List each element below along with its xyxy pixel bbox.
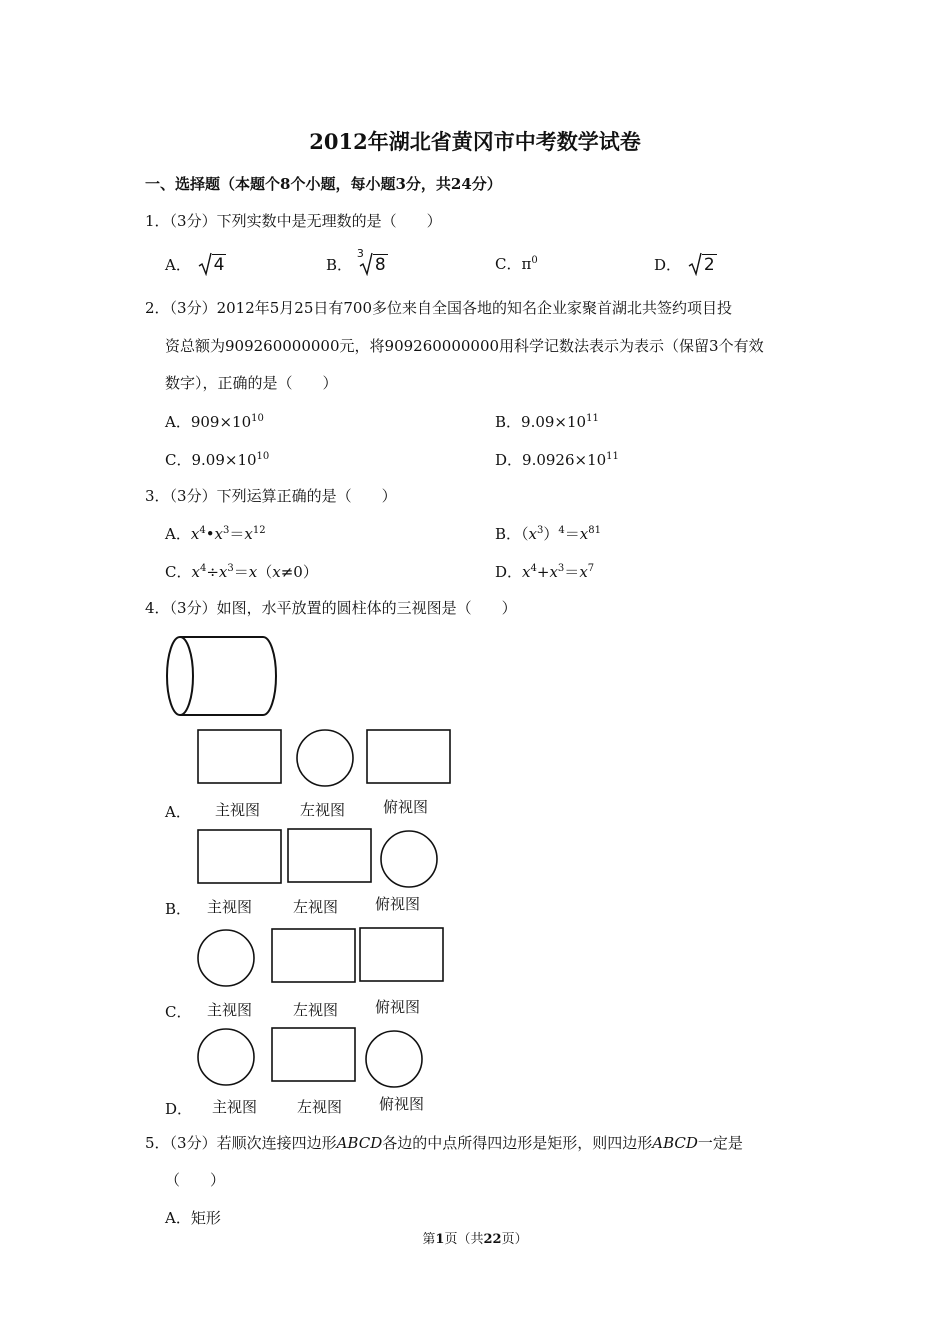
q2-line3: 数字），正确的是（ ）	[165, 374, 338, 392]
option-d-top-label: 俯视图	[379, 1095, 425, 1113]
option-d-left-label: 左视图	[297, 1098, 343, 1116]
q5-stem-post: 一定是	[697, 1134, 743, 1152]
page-title: 2012年湖北省黄冈市中考数学试卷	[309, 129, 641, 154]
q5-paren: （ ）	[165, 1171, 226, 1189]
q5-abcd-2: ABCD	[652, 1134, 698, 1152]
option-a-left-label: 左视图	[300, 801, 346, 819]
option-c-left-view-rect	[271, 928, 357, 984]
q1-b-radicand: 8	[374, 255, 386, 275]
q1-option-b	[326, 247, 388, 275]
q3-a-prefix: A．	[165, 525, 191, 543]
q1-option-c	[495, 254, 538, 274]
q5-stem-mid: 各边的中点所得四边形是矩形，则四边形	[382, 1134, 653, 1152]
option-c-main-label: 主视图	[207, 1001, 253, 1019]
q2-d-text: D．9.0926×10	[495, 451, 607, 469]
option-a-top-view-rect	[366, 729, 452, 785]
q1-c-exp: 0	[531, 255, 538, 266]
q2-line1: 2．（3分）2012年5月25日有700多位来自全国各地的知名企业家聚首湖北共签约项目投	[145, 299, 733, 317]
option-a-top-label: 俯视图	[383, 798, 429, 816]
option-b-left-label: 左视图	[293, 898, 339, 916]
q4-option-c-label: C．	[165, 1003, 192, 1021]
cylinder-figure	[165, 634, 281, 720]
q2-c-text: C．9.09×10	[165, 451, 257, 469]
option-a-main-label: 主视图	[215, 801, 261, 819]
option-c-top-label: 俯视图	[375, 998, 421, 1016]
q3-b-prefix: B．	[495, 525, 522, 543]
q4-stem: 4．（3分）如图，水平放置的圆柱体的三视图是（ ）	[145, 599, 517, 617]
option-b-top-label: 俯视图	[375, 895, 421, 913]
footer-pre: 第	[422, 1232, 436, 1247]
q2-a-exp: 10	[251, 413, 264, 424]
q5-option-a: A．矩形	[165, 1209, 221, 1227]
section-heading: 一、选择题（本题个8个小题，每小题3分，共24分）	[145, 175, 502, 193]
option-c-left-label: 左视图	[293, 1001, 339, 1019]
q1-option-a	[165, 254, 226, 275]
q2-c-exp: 10	[256, 451, 270, 462]
option-b-left-view-rect	[287, 828, 373, 884]
q3-c-prefix: C．	[165, 563, 192, 581]
q2-b-text: B．9.09×10	[495, 413, 587, 431]
footer-total-pages: 22	[483, 1232, 502, 1247]
option-d-left-view-rect	[271, 1027, 357, 1083]
q1-c-base: π	[521, 255, 532, 273]
q3-option-d: D．$x^4+x^3=x^7$	[495, 563, 595, 581]
cube-root-symbol	[356, 247, 388, 275]
q3-option-b: B．$(x^3)^4=x^{81}$	[495, 525, 601, 543]
option-d-top-view-circle	[364, 1029, 424, 1089]
q5-stem	[145, 1133, 743, 1153]
option-a-main-view-rect	[197, 729, 283, 785]
option-b-main-label: 主视图	[207, 898, 253, 916]
q2-option-d	[495, 450, 619, 470]
q4-option-d-label: D．	[165, 1100, 193, 1118]
q1-b-prefix: B．	[326, 256, 353, 274]
option-c-top-view-rect	[359, 927, 445, 983]
q5-abcd-1: ABCD	[336, 1134, 383, 1152]
q2-b-exp: 11	[586, 413, 599, 424]
q2-option-c	[165, 450, 269, 470]
q2-d-exp: 11	[606, 451, 619, 462]
q1-c-prefix: C．	[495, 255, 522, 273]
footer-post: 页）	[501, 1232, 528, 1247]
q2-option-a	[165, 412, 264, 432]
q2-option-b	[495, 412, 599, 432]
option-d-main-label: 主视图	[212, 1098, 258, 1116]
sqrt-symbol	[688, 254, 717, 275]
option-a-left-view-circle	[295, 728, 355, 788]
q2-line2: 资总额为909260000000元，将909260000000用科学记数法表示为表示（保留3个有效	[165, 337, 764, 355]
q1-a-prefix: A．	[165, 256, 191, 274]
q1-d-radicand: 2	[703, 255, 715, 275]
q1-a-radicand: 4	[213, 255, 225, 275]
option-b-top-view-circle	[379, 829, 439, 889]
q4-option-b-label: B．	[165, 900, 192, 918]
q2-a-text: A．909×10	[165, 413, 252, 431]
footer-page-number: 1	[435, 1232, 445, 1247]
page-footer	[0, 1228, 950, 1247]
q3-option-a: A．$x^4•x^3=x^{12}$	[165, 525, 266, 543]
q3-d-prefix: D．	[495, 563, 523, 581]
option-d-main-view-circle	[196, 1027, 256, 1087]
q1-d-prefix: D．	[654, 256, 682, 274]
q3-stem: 3．（3分）下列运算正确的是（ ）	[145, 487, 397, 505]
option-b-main-view-rect	[197, 829, 283, 885]
footer-mid: 页（共	[444, 1232, 484, 1247]
q1-stem: 1．（3分）下列实数中是无理数的是（ ）	[145, 212, 442, 230]
q5-stem-pre: 5．（3分）若顺次连接四边形	[145, 1134, 337, 1152]
q1-b-index: 3	[356, 247, 364, 260]
q4-option-a-label: A．	[165, 803, 191, 821]
option-c-main-view-circle	[196, 928, 256, 988]
sqrt-symbol	[198, 254, 227, 275]
q1-option-d	[654, 254, 717, 275]
q3-option-c: C．$x^4\div x^3=x(x\ne 0)$	[165, 563, 318, 581]
